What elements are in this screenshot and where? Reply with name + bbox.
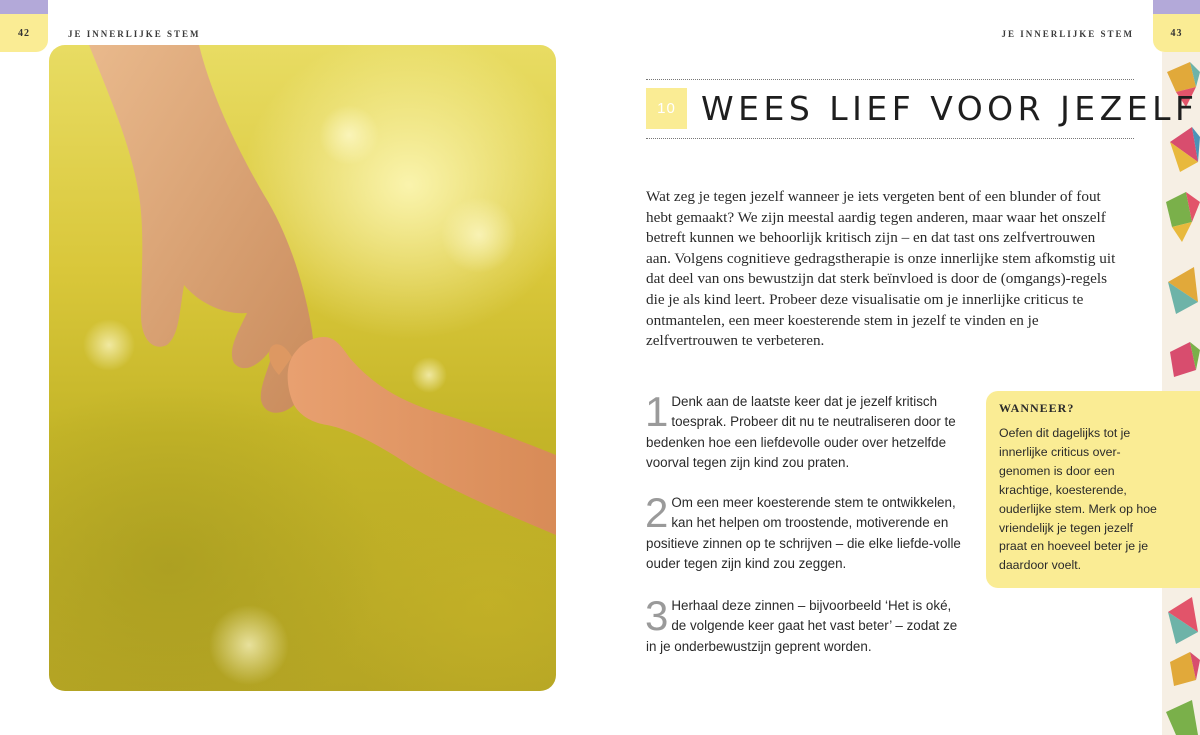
- title-rule-bottom: [646, 138, 1134, 139]
- photo-hands: [49, 45, 556, 691]
- photo-hands-icon: [49, 45, 556, 691]
- page-title: WEES LIEF VOOR JEZELF: [701, 89, 1199, 128]
- page-tab-stripe-left: [0, 0, 48, 14]
- step-3: [645, 592, 966, 657]
- step-text: Denk aan de laatste keer dat je jezelf kritisch toesprak. Probeer dit nu te neutraliseren door te bedenken hoe een liefdevolle ouder over hetzelfde voorval tegen zijn kind zou praten.: [646, 394, 956, 471]
- step-text: Om een meer koesterende stem te ontwikkelen, kan het helpen om troostende, motiverende en positieve zinnen op te schrijven – die elke liefde-volle ouder tegen zijn kind zou zeggen.: [646, 495, 961, 572]
- sidebar-text: Oefen dit dagelijks tot je innerlijke criticus over-genomen is door een krachtige, koesterende, ouderlijke stem. Merk op hoe vriendelijk je tegen jezelf praat en hoeveel beter je je daardoor voelt.: [999, 426, 1157, 573]
- step-number: 3: [645, 592, 669, 639]
- page-tab-stripe-right: [1153, 0, 1200, 14]
- exercise-number-badge: 10: [646, 88, 687, 129]
- running-head-right: JE INNERLIJKE STEM: [1001, 29, 1134, 39]
- step-text: Herhaal deze zinnen – bijvoorbeeld ‘Het is oké, de volgende keer gaat het vast beter’ – zodat ze in je onderbewustzijn geprent worden.: [646, 598, 958, 654]
- intro-paragraph: Wat zeg je tegen jezelf wanneer je iets vergeten bent of een blunder of fout hebt gemaakt? We zijn meestal aardig tegen anderen, maar waar het onszelf betreft kunnen we behoorlijk kritisch zijn – en dat tast ons zelfvertrouwen aan. Volgens cognitieve gedragstherapie is onze innerlijke stem afkomstig uit dat deel van ons bewustzijn dat sterk beïnvloed is door de (omgangs)-regels die je als kind leert. Probeer deze visualisatie om je innerlijke criticus te ontmantelen, een meer koesterende stem in jezelf te vinden en je zelfvertrouwen te verbeteren.: [646, 188, 1116, 350]
- step-2: [645, 489, 966, 575]
- sidebar-when-box: [986, 391, 1200, 588]
- step-1: [645, 388, 966, 474]
- page-number-right: 43: [1153, 14, 1200, 52]
- title-rule-top: [646, 79, 1134, 80]
- running-head-left: JE INNERLIJKE STEM: [68, 29, 201, 39]
- sidebar-heading: WANNEER?: [999, 401, 1075, 415]
- step-number: 1: [645, 388, 669, 435]
- page-number-left: 42: [0, 14, 48, 52]
- step-number: 2: [645, 489, 669, 536]
